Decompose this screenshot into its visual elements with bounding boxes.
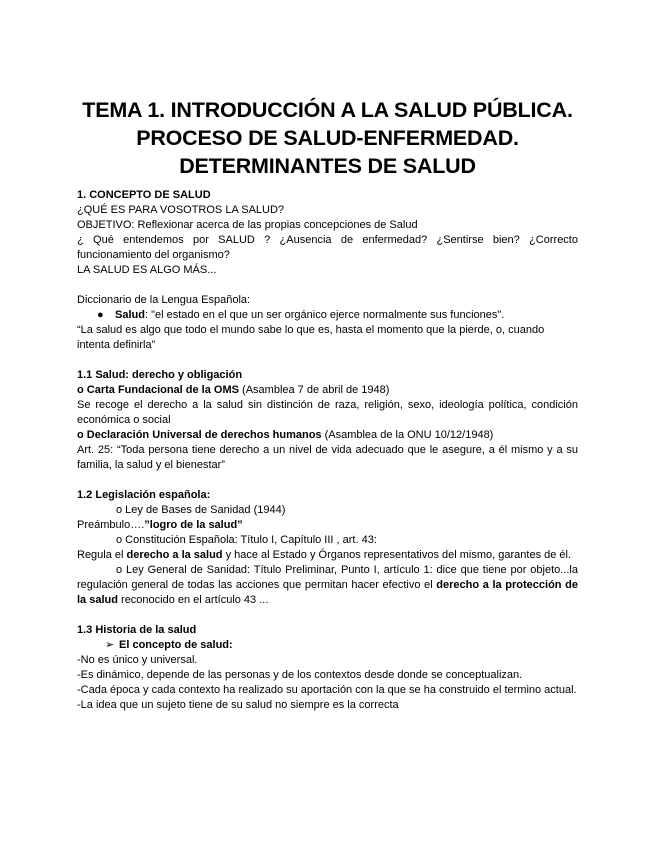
spacer — [77, 278, 578, 293]
ley-1944-line: o Ley de Bases de Sanidad (1944) — [116, 504, 286, 516]
lgs-paragraph — [77, 563, 578, 608]
salud-definition-bullet — [77, 308, 578, 323]
health-quote: “La salud es algo que todo el mundo sabe lo que es, hasta el momento que la pierde, o, cuando intenta definirla” — [77, 324, 545, 351]
declaration-line — [77, 428, 578, 443]
list-item: -Es dinámico, depende de las personas y de los contextos desde donde se conceptualizan. — [77, 669, 523, 681]
spacer — [77, 608, 578, 623]
bullet-dot-icon: ● — [97, 309, 104, 321]
regula-text-a: Regula el — [77, 549, 127, 561]
lgs-bold: derecho a la protección de la salud — [77, 579, 579, 606]
logro-text: ”logro de la salud” — [144, 519, 243, 531]
section-1-3-heading: 1.3 Historia de la salud — [77, 624, 197, 636]
section-1-1-heading: 1.1 Salud: derecho y obligación — [77, 369, 243, 381]
title-line-2: PROCESO DE SALUD-ENFERMEDAD. — [136, 126, 519, 150]
salud-term: Salud — [115, 309, 145, 321]
arrow-bullet-icon: ➢ — [105, 639, 115, 651]
regula-bold: derecho a la salud — [126, 549, 223, 561]
list-item: -Cada época y cada contexto ha realizado su aportación con la que se ha construido el termino actual. — [77, 684, 577, 696]
oms-date: (Asamblea 7 de abril de 1948) — [238, 384, 390, 396]
section-1-2-heading: 1.2 Legislación española: — [77, 489, 211, 501]
title-line-3: DETERMINANTES DE SALUD — [179, 154, 476, 178]
spacer — [77, 473, 578, 488]
title-line-1: TEMA 1. INTRODUCCIÓN A LA SALUD PÚBLICA. — [82, 98, 573, 122]
lgs-text-a: o Ley General de Sanidad: Título Preliminar, Punto I, artículo 1: dice que tiene por objeto...la regulación general de todas las acciones que permitan hacer efectivo el — [77, 564, 578, 591]
list-item: -La idea que un sujeto tiene de su salud no siempre es la correcta — [77, 699, 399, 711]
more-line: LA SALUD ES ALGO MÁS... — [77, 264, 217, 276]
preambulo-line — [77, 518, 578, 533]
right-paragraph: Se recoge el derecho a la salud sin distinción de raza, religión, sexo, ideología política, condición económica o social — [77, 399, 578, 426]
document-title — [77, 96, 578, 180]
concept-text: El concepto de salud: — [119, 639, 233, 651]
lgs-text-c: reconocido en el artículo 43 ... — [117, 594, 269, 606]
spacer — [77, 353, 578, 368]
regula-paragraph — [77, 548, 578, 563]
dictionary-line: Diccionario de la Lengua Española: — [77, 294, 251, 306]
oms-line — [77, 383, 578, 398]
oms-title: o Carta Fundacional de la OMS — [77, 384, 239, 396]
salud-definition: : "el estado en el que un ser orgánico ejerce normalmente sus funciones". — [144, 309, 505, 321]
questions-paragraph: ¿ Qué entendemos por SALUD ? ¿Ausencia de enfermedad? ¿Sentirse bien? ¿Correcto funcionamiento del organismo? — [77, 234, 578, 261]
objective-line: OBJETIVO: Reflexionar acerca de las propias concepciones de Salud — [77, 219, 418, 231]
list-item: -No es único y universal. — [77, 654, 198, 666]
concept-subheading — [77, 638, 578, 653]
declaration-title: o Declaración Universal de derechos humanos — [77, 429, 322, 441]
question-line: ¿QUÉ ES PARA VOSOTROS LA SALUD? — [77, 204, 285, 216]
declaration-date: (Asamblea de la ONU 10/12/1948) — [321, 429, 494, 441]
preambulo-text: Preámbulo…. — [77, 519, 145, 531]
regula-text-c: y hace al Estado y Órganos representativos del mismo, garantes de él. — [222, 549, 572, 561]
section-1-heading: 1. CONCEPTO DE SALUD — [77, 189, 211, 201]
constitucion-line: o Constitución Española: Título I, Capítulo III , art. 43: — [116, 534, 377, 546]
article-25-paragraph: Art. 25: “Toda persona tiene derecho a un nivel de vida adecuado que le asegure, a él mismo y a su familia, la salud y el bienestar” — [77, 444, 578, 471]
